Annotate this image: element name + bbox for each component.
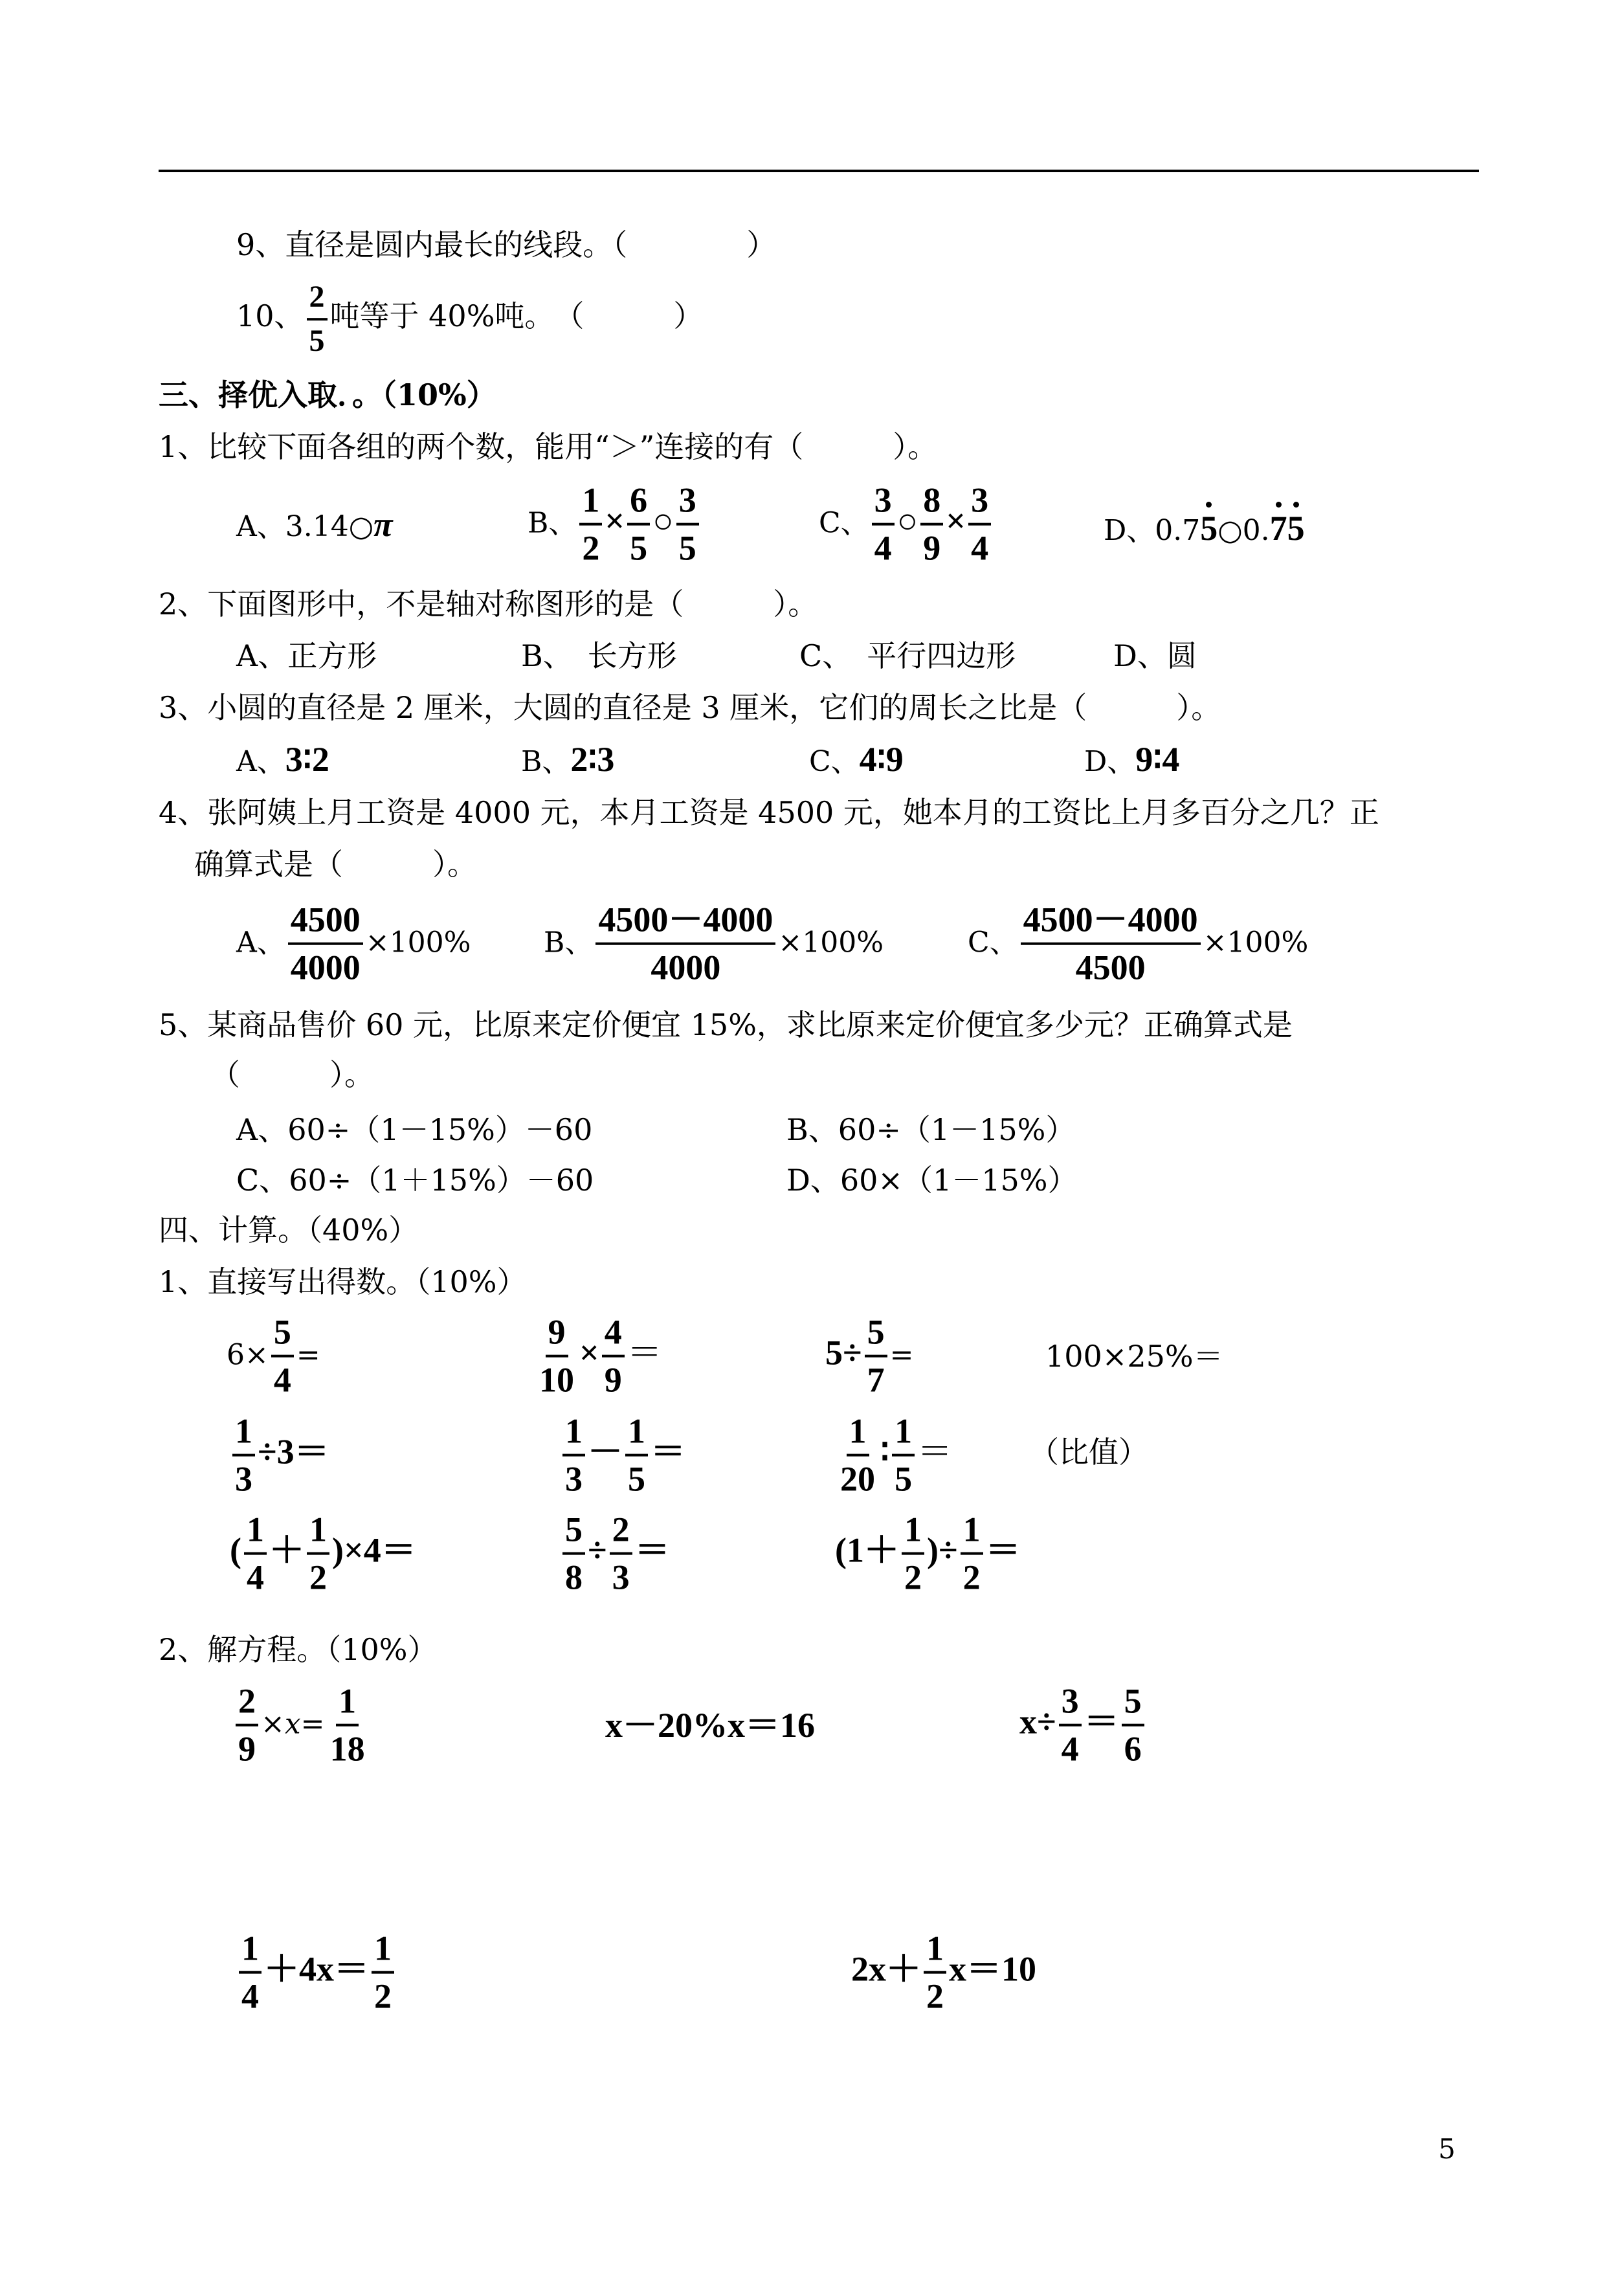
p3-q3-stem: 3、小圆的直径是 2 厘米，大圆的直径是 3 厘米，它们的周长之比是（ ）。 bbox=[159, 690, 1221, 725]
calc-r1-e3: 5÷ $\frac{5}{7}$ = bbox=[825, 1312, 914, 1400]
equation-5: 2x＋ $\frac{1}{2}$ x＝10 bbox=[851, 1929, 1036, 2016]
p3-q3-option-b: B、2∶3 bbox=[521, 740, 615, 779]
calc-r3-e2: $\frac{5}{8}$ ÷ $\frac{2}{3}$ ＝ bbox=[560, 1511, 670, 1597]
p3-q4-stem-line2: 确算式是（ ）。 bbox=[194, 847, 477, 882]
p4-sub1-title: 1、直接写出得数。（10%） bbox=[159, 1264, 527, 1299]
p3-q4-option-b: B、 $\frac{4500-4000}{4000}$ ×100% bbox=[544, 900, 884, 987]
page-number: 5 bbox=[1438, 2133, 1456, 2165]
p3-q4-option-a: A、 $\frac{4500}{4000}$ ×100% bbox=[236, 900, 471, 987]
p3-q4-option-c: C、 $\frac{4500-4000}{4500}$ ×100% bbox=[968, 900, 1309, 987]
p3-q1-option-d: D、0.75○0.75 bbox=[1104, 509, 1305, 548]
section-3-title: 三、择优入取．。（10%） bbox=[159, 377, 496, 412]
question-9: 9、直径是圆内最长的线段。（ ） bbox=[236, 227, 777, 262]
p3-q5-stem-line1: 5、某商品售价 60 元，比原来定价便宜 15%，求比原来定价便宜多少元？正确算式是 bbox=[159, 1007, 1293, 1042]
p3-q1-option-a: A、3.14○π bbox=[236, 505, 393, 544]
header-rule bbox=[159, 170, 1479, 172]
p3-q5-option-c: C、60÷（1＋15%）－60 bbox=[236, 1163, 594, 1198]
p3-q1-option-b: B、 $\frac{1}{2}$ × $\frac{6}{5}$ ○ $\frac{3}{5}$ bbox=[528, 482, 702, 568]
p3-q2-option-c: C、 平行四边形 bbox=[799, 638, 1016, 673]
calc-r1-e2: $\frac{9}{10}$ × $\frac{4}{9}$ ＝ bbox=[539, 1312, 662, 1400]
calc-r2-note: （比值） bbox=[1029, 1435, 1148, 1470]
p3-q2-option-b: B、 长方形 bbox=[521, 638, 677, 673]
p3-q5-option-b: B、60÷（1－15%） bbox=[786, 1112, 1076, 1147]
calc-r2-e1: $\frac{1}{3}$ ÷3＝ bbox=[230, 1413, 329, 1499]
calc-r3-e1: ( $\frac{1}{4}$ ＋ $\frac{1}{2}$ )×4＝ bbox=[230, 1510, 416, 1597]
p3-q1-option-c: C、 $\frac{3}{4}$ ○ $\frac{8}{9}$ × $\frac{3}{4}$ bbox=[819, 482, 994, 568]
equation-3: x÷ $\frac{3}{4}$ ＝ $\frac{5}{6}$ bbox=[1019, 1683, 1147, 1769]
p3-q5-option-a: A、60÷（1－15%）－60 bbox=[236, 1112, 593, 1147]
calc-r1-e1: 6× $\frac{5}{4}$ = bbox=[227, 1312, 320, 1400]
p4-sub2-title: 2、解方程。（10%） bbox=[159, 1632, 438, 1667]
equation-4: $\frac{1}{4}$ ＋4x＝ $\frac{1}{2}$ bbox=[236, 1930, 397, 2016]
p3-q2-option-a: A、正方形 bbox=[236, 638, 377, 673]
p3-q1-stem: 1、比较下面各组的两个数，能用“＞”连接的有（ ）。 bbox=[159, 429, 938, 464]
calc-r2-e3: $\frac{1}{20}$ ∶ $\frac{1}{5}$ ＝ bbox=[840, 1411, 953, 1499]
calc-r3-e3: (1＋ $\frac{1}{2}$ )÷ $\frac{1}{2}$ ＝ bbox=[835, 1510, 1021, 1597]
p3-q3-option-d: D、9∶4 bbox=[1084, 740, 1180, 779]
p3-q2-option-d: D、圆 bbox=[1113, 638, 1197, 673]
calc-r1-e4: 100×25%＝ bbox=[1045, 1339, 1223, 1374]
equation-2: x－20%x＝16 bbox=[605, 1706, 815, 1745]
p3-q3-option-a: A、3∶2 bbox=[236, 740, 329, 779]
p3-q5-option-d: D、60×（1－15%） bbox=[786, 1163, 1078, 1198]
question-10: 10、 $\frac{2}{5}$ 吨等于 40%吨。 （ ） bbox=[236, 280, 704, 358]
calc-r2-e2: $\frac{1}{3}$ － $\frac{1}{5}$ ＝ bbox=[560, 1413, 685, 1499]
p3-q4-stem-line1: 4、张阿姨上月工资是 4000 元，本月工资是 4500 元，她本月的工资比上月多百分之几？正 bbox=[159, 795, 1379, 830]
section-4-title: 四、计算。（40%） bbox=[159, 1213, 419, 1247]
p3-q3-option-c: C、4∶9 bbox=[809, 740, 904, 779]
p3-q2-stem: 2、下面图形中，不是轴对称图形的是（ ）。 bbox=[159, 587, 818, 621]
p3-q5-stem-line2: （ ）。 bbox=[210, 1057, 374, 1092]
equation-1: $\frac{2}{9}$ ×x= $\frac{1}{18}$ bbox=[233, 1683, 370, 1769]
